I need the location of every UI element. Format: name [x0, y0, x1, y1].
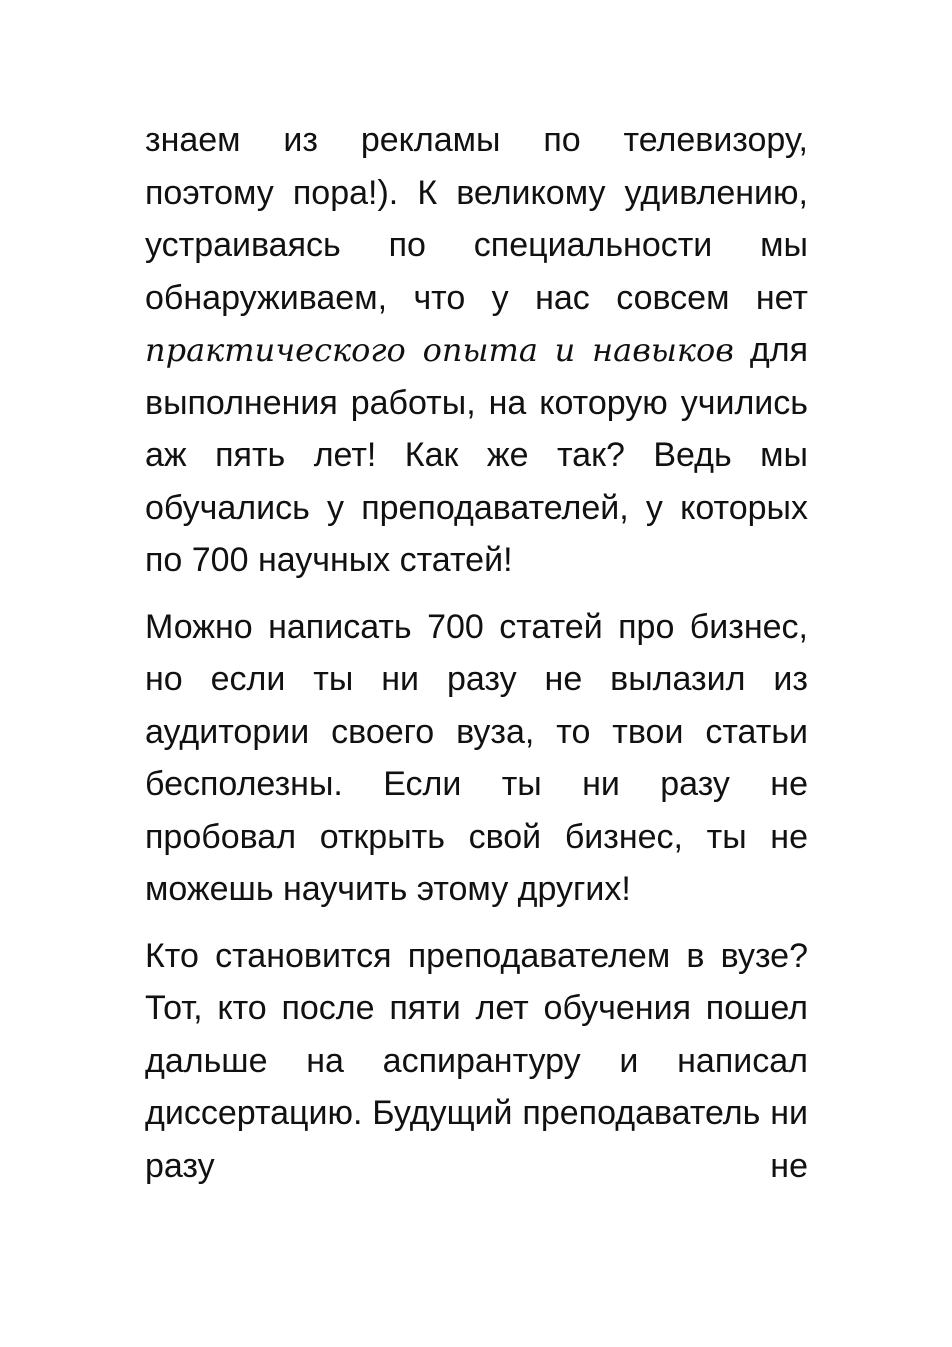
paragraph-1-emphasis: практического опыта и навыков: [145, 331, 734, 369]
paragraph-1-text-start: знаем из рекламы по телевизору, поэтому пора!). К великому удивлению, устраиваясь по специальности мы обнаруживаем, что у нас совсем нет: [145, 121, 808, 317]
document-page: [145, 114, 808, 1206]
paragraph-2: Можно написать 700 статей про бизнес, но если ты ни разу не вылазил из аудитории своего вуза, то твои статьи бесполезны. Если ты ни разу не пробовал открыть свой бизнес, ты не можешь научить этому других!: [145, 607, 808, 908]
paragraph-1-text-end: для выполнения работы, на которую учились аж пять лет! Как же так? Ведь мы обучались у преподавателей, у которых по 700 научных статей!: [145, 331, 808, 579]
paragraph-3: Кто становится преподавателем в вузе? Тот, кто после пяти лет обучения пошел дальше на аспирантуру и написал диссертацию. Будущий преподаватель ни разу не: [145, 936, 808, 1185]
paragraph-1: [145, 114, 808, 587]
